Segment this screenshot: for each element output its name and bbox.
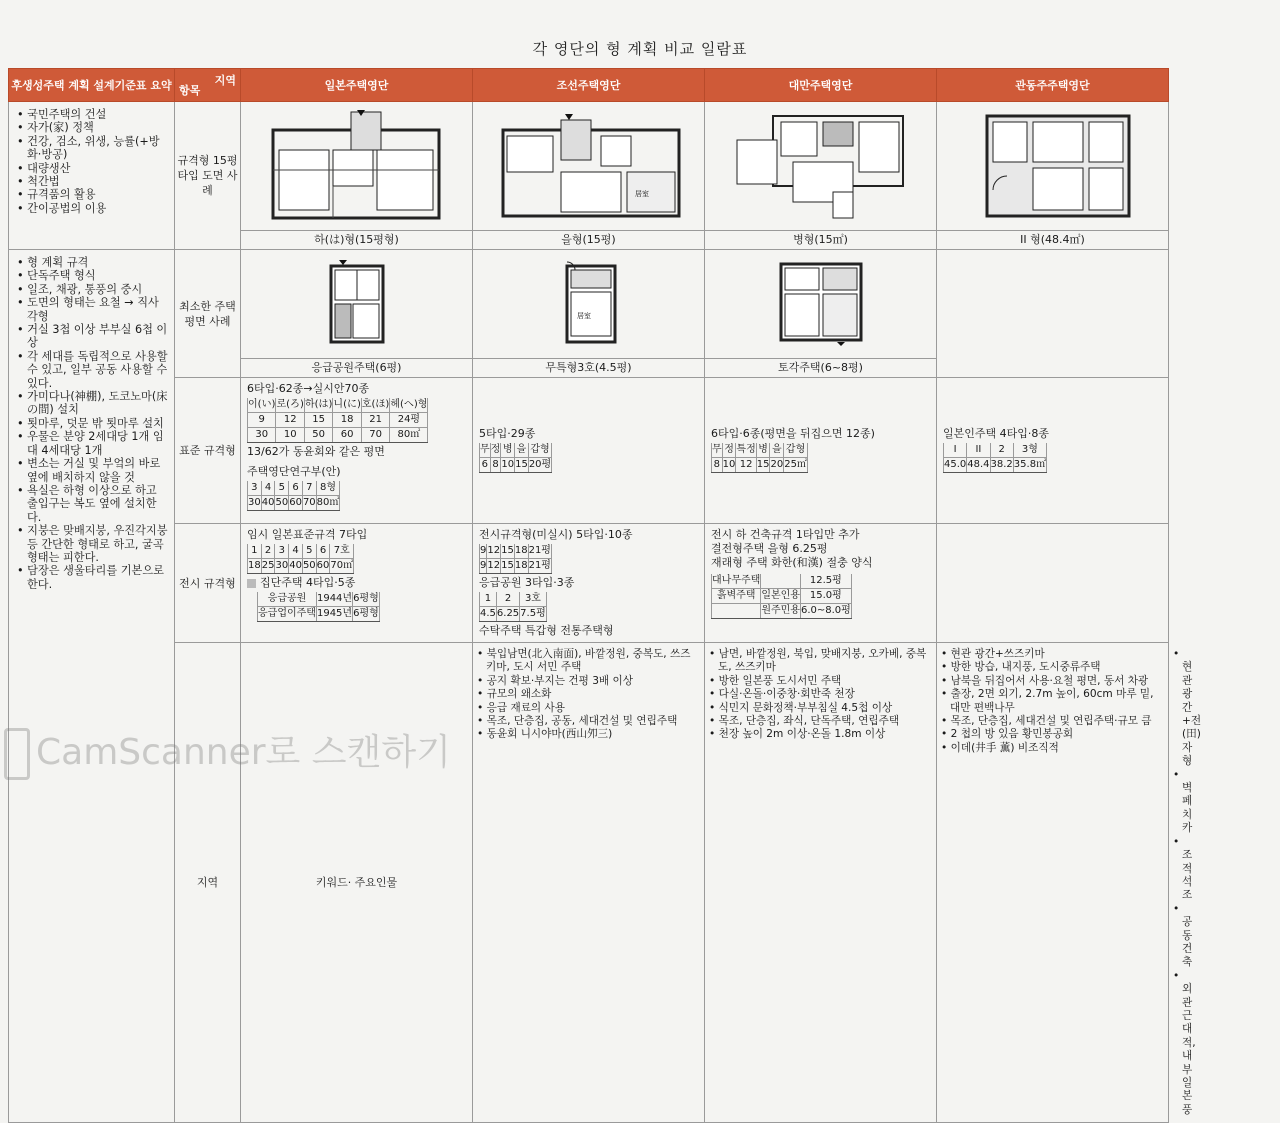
keyword-item: • 외관 근대적, 내부 일본풍: [1173, 970, 1182, 1117]
table-cell: II: [967, 443, 990, 458]
plan-caption: 하(は)형(15평형): [314, 233, 399, 246]
keyword-item: • 2 첩의 방 있음 황민봉공회: [941, 728, 1164, 741]
plan-japan-emergency: [241, 250, 473, 378]
table-cell: 응급업이주택: [258, 607, 317, 622]
plan-kwantung-empty: [937, 250, 1169, 378]
keyword-item: • 남북을 뒤집어서 사용·요철 평면, 동서 차광: [941, 675, 1164, 688]
table-cell: 8: [490, 457, 501, 472]
summary-item: • 척간법: [17, 175, 168, 188]
table-cell: 4: [289, 544, 303, 559]
std-japan-head2: 주택영단연구부(안): [247, 465, 341, 478]
floor-plan-drawing: [327, 260, 387, 346]
table-row: [258, 607, 380, 622]
summary-item: • 각 세대를 독립적으로 사용할 수 있고, 일부 공동 사용할 수 있다.: [17, 350, 168, 390]
table-cell: 6: [480, 457, 491, 472]
keyword-item: • 목조, 단층집, 세대건설 및 연립주택·규모 큼: [941, 715, 1164, 728]
table-cell: 35.8㎡: [1013, 457, 1046, 472]
header-col-korea: 조선주택영단: [473, 69, 705, 102]
table-cell: 12: [487, 544, 501, 559]
table-cell: 60: [333, 428, 361, 443]
keyword-item: • 현관 광간+전(田)자형: [1173, 648, 1182, 769]
table-cell: 70㎡: [330, 559, 354, 574]
war-korea-table3: [479, 592, 547, 622]
std-japan-note: 13/62가 동윤회와 같은 평면: [247, 445, 385, 458]
svg-text:居室: 居室: [635, 190, 649, 198]
war-korea: [473, 524, 705, 643]
keyword-item: • 목조, 단층집, 좌식, 단독주택, 연립주택: [709, 715, 932, 728]
table-cell: 5: [275, 481, 289, 496]
war-japan-table2: [257, 592, 380, 622]
table-cell: 21평: [528, 544, 551, 559]
table-cell: 24평: [390, 413, 428, 428]
table-cell: 니(に): [333, 398, 361, 413]
table-cell: 25: [261, 559, 275, 574]
table-cell: 9: [480, 559, 487, 574]
keyword-item: • 북입남면(北入南面), 바깥정원, 중복도, 쓰즈키마, 도시 서민 주택: [477, 648, 700, 675]
table-cell: 70: [361, 428, 389, 443]
floor-plan-drawing: [501, 114, 681, 218]
table-cell: 80㎡: [390, 428, 428, 443]
plan-caption: 응급공원주택(6평): [311, 361, 402, 374]
table-cell: 3호: [520, 592, 547, 607]
table-cell: 18: [514, 559, 528, 574]
table-cell: 4.5: [480, 607, 497, 622]
square-icon: [247, 579, 256, 588]
table-cell: 2: [990, 443, 1013, 458]
std-korea-table: [479, 443, 552, 473]
table-cell: 25㎡: [784, 457, 808, 472]
table-cell: 10: [722, 457, 736, 472]
keyword-item: • 출장, 2면 외기, 2.7m 높이, 60cm 마루 밑, 대만 편백나무: [941, 688, 1164, 715]
table-cell: 15: [501, 544, 515, 559]
kw-korea: [705, 643, 937, 1123]
kw-japan: [473, 643, 705, 1123]
table-cell: 80㎡: [316, 496, 340, 511]
summary-item: • 우물은 분양 2세대당 1개 임대 4세대당 1개: [17, 430, 168, 457]
keyword-item: • 방한 일본풍 도시서민 주택: [709, 675, 932, 688]
table-cell: 정: [490, 443, 501, 458]
table-cell: 20: [770, 457, 784, 472]
table-cell: 50: [275, 496, 289, 511]
floor-plan-drawing: [983, 110, 1133, 220]
row-label-minimal-plan: 최소한 주택 평면 사례: [175, 250, 241, 378]
table-cell: 12.5평: [800, 574, 851, 589]
table-cell: 60: [289, 496, 303, 511]
keyword-item: • 현관 광간+쓰즈키마: [941, 648, 1164, 661]
table-cell: 12: [736, 457, 756, 472]
table-cell: 6.0~8.0평: [800, 604, 851, 619]
table-cell: 6평형: [353, 592, 380, 607]
table-cell: [761, 574, 801, 589]
std-japan-table2: [247, 481, 340, 511]
summary-item: • 지붕은 맞배지붕, 우진각지붕 등 간단한 형태로 하고, 굴곡 형태는 피한다.: [17, 524, 168, 564]
table-cell: 20평: [528, 457, 551, 472]
table-cell: 6: [289, 481, 303, 496]
table-cell: 6.25: [496, 607, 519, 622]
table-cell: 21: [361, 413, 389, 428]
std-kwantung-table: [943, 443, 1047, 473]
table-cell: 5: [302, 544, 316, 559]
summary-item: • 도면의 형태는 요철 → 직사각형: [17, 296, 168, 323]
war-japan-head2: [247, 576, 466, 590]
table-cell: 40: [289, 559, 303, 574]
header-corner-item: 항목: [179, 84, 201, 97]
table-cell: 3: [275, 544, 289, 559]
left-region-label: 지역: [175, 643, 241, 1123]
table-cell: 병: [501, 443, 515, 458]
floor-plan-drawing: [561, 258, 621, 348]
header-corner-region: 지역: [214, 74, 236, 87]
left-summary-1: [9, 102, 175, 250]
keyword-item: • 목조, 단층집, 공동, 세대건설 및 연립주택: [477, 715, 700, 728]
table-cell: 흙벽주택: [712, 589, 761, 604]
summary-item: • 자가(家) 정책: [17, 121, 168, 134]
table-cell: 하(は): [304, 398, 332, 413]
table-cell: 1944년: [316, 592, 352, 607]
table-cell: 무: [480, 443, 491, 458]
std-taiwan-head: 6타입·6종(평면을 뒤집으면 12종): [711, 426, 875, 440]
summary-item: • 욕실은 하형 이상으로 하고 출입구는 복도 옆에 설치한다.: [17, 484, 168, 524]
table-cell: 8형: [316, 481, 340, 496]
std-japan: [241, 378, 473, 524]
std-taiwan: [705, 378, 937, 524]
table-cell: 7.5평: [520, 607, 547, 622]
table-cell: 4: [261, 481, 275, 496]
keyword-item: • 조적석조: [1173, 836, 1182, 903]
table-cell: 2: [496, 592, 519, 607]
scanner-logo-icon: [4, 728, 30, 780]
scanner-watermark: [4, 724, 451, 780]
table-cell: 을: [770, 443, 784, 458]
floor-plan-drawing: [733, 112, 909, 220]
keyword-item: • 벽 페치카: [1173, 769, 1182, 836]
summary-item: • 거실 3첩 이상 부부실 6첩 이상: [17, 323, 168, 350]
plan-caption: II 형(48.4㎡): [1020, 233, 1085, 246]
plan-caption: 을형(15평): [561, 233, 616, 246]
war-japan: [241, 524, 473, 643]
table-row: [712, 574, 852, 589]
summary-item: • 형 계획 규격: [17, 256, 168, 269]
table-cell: 일본인용: [761, 589, 801, 604]
table-cell: 정: [722, 443, 736, 458]
table-cell: 18: [248, 559, 262, 574]
plan-taiwan-byeong: [705, 102, 937, 250]
table-cell: 1: [480, 592, 497, 607]
summary-item: • 규격품의 활용: [17, 188, 168, 201]
table-cell: 헤(へ)형: [390, 398, 428, 413]
keyword-item: • 공동건축: [1173, 903, 1182, 970]
std-japan-head: 6타입·62종→실시안70종: [247, 382, 370, 395]
std-korea-head: 5타입·29종: [479, 426, 536, 440]
header-col-kwantung: 관동주주택영단: [937, 69, 1169, 102]
plan-japan-ha: [241, 102, 473, 250]
table-cell: 을: [515, 443, 529, 458]
std-taiwan-table: [711, 443, 808, 473]
std-kwantung: [937, 378, 1169, 524]
comparison-table: [8, 68, 1202, 1123]
table-cell: 15: [304, 413, 332, 428]
row-label-wartime: 전시 규격형: [175, 524, 241, 643]
table-cell: I: [944, 443, 967, 458]
table-cell: 3형: [1013, 443, 1046, 458]
table-cell: 6: [316, 544, 330, 559]
table-cell: 15.0평: [800, 589, 851, 604]
kw-taiwan: [937, 643, 1169, 1123]
plan-caption: 무특형3호(4.5평): [545, 361, 632, 374]
summary-item: • 간이공법의 이용: [17, 202, 168, 215]
table-cell: 대나무주택: [712, 574, 761, 589]
summary-item: • 국민주택의 건설: [17, 108, 168, 121]
header-col-taiwan: 대만주택영단: [705, 69, 937, 102]
floor-plan-drawing: [271, 110, 441, 222]
war-taiwan-table: [711, 574, 852, 619]
summary-item: • 툇마루, 덧문 밖 툇마루 설치: [17, 417, 168, 430]
table-cell: 40: [261, 496, 275, 511]
keyword-item: • 다실·온돌·이중창·회반죽 천장: [709, 688, 932, 701]
keyword-item: • 식민지 문화정책·부부침실 4.5첩 이상: [709, 702, 932, 715]
table-cell: 호(ほ): [361, 398, 389, 413]
std-kwantung-head: 일본인주택 4타입·8종: [943, 426, 1049, 440]
table-cell: 18: [333, 413, 361, 428]
table-cell: 7: [302, 481, 316, 496]
keyword-item: • 이데(井手 薫) 비조직적: [941, 742, 1164, 755]
table-cell: 갑형: [528, 443, 551, 458]
watermark-text: CamScanner로 스캔하기: [36, 732, 451, 773]
std-japan-table: [247, 398, 428, 443]
table-cell: 60: [316, 559, 330, 574]
table-cell: 38.2: [990, 457, 1013, 472]
table-cell: 15: [756, 457, 770, 472]
war-korea-table: [479, 544, 552, 574]
war-taiwan: [705, 524, 937, 643]
table-cell: 30: [275, 559, 289, 574]
keyword-item: • 남면, 바깥정원, 북입, 맞배지붕, 오카베, 중복도, 쓰즈키마: [709, 648, 932, 675]
war-japan-head: 임시 일본표준규격 7타입: [247, 528, 368, 541]
table-cell: 30: [248, 428, 276, 443]
table-cell: 9: [248, 413, 276, 428]
war-taiwan-head3: 재래형 주택 화한(和漢) 절충 양식: [711, 556, 873, 569]
table-row: [258, 592, 380, 607]
war-japan-head2-text: 집단주택 4타입·5종: [260, 576, 356, 589]
war-korea-note: 수탁주택 특갑형 전통주택형: [479, 624, 614, 637]
summary-item: • 변소는 거실 및 부엌의 바로 옆에 배치하지 않을 것: [17, 457, 168, 484]
table-cell: 12: [276, 413, 304, 428]
table-cell: 30: [248, 496, 262, 511]
row-label-keywords: 키워드· 주요인물: [241, 643, 473, 1123]
table-cell: 15: [501, 559, 515, 574]
summary-item: • 일조, 채광, 통풍의 중시: [17, 283, 168, 296]
table-cell: 원주민용: [761, 604, 801, 619]
war-korea-head: 전시규격형(미실시) 5타입·10종: [479, 528, 633, 541]
summary-item: • 대량생산: [17, 162, 168, 175]
page-title: 각 영단의 형 계획 비교 일람표: [532, 40, 748, 58]
table-cell: 15: [515, 457, 529, 472]
war-japan-table: [247, 544, 354, 574]
table-cell: 3: [248, 481, 262, 496]
table-cell: 무: [712, 443, 723, 458]
keyword-item: • 응급 재료의 사용: [477, 702, 700, 715]
plan-caption: 토각주택(6~8평): [778, 361, 863, 374]
table-cell: 6평형: [353, 607, 380, 622]
table-cell: 9: [480, 544, 487, 559]
table-cell: 2: [261, 544, 275, 559]
keyword-item: • 공지 확보·부지는 건평 3배 이상: [477, 675, 700, 688]
table-cell: 병: [756, 443, 770, 458]
table-cell: 18: [514, 544, 528, 559]
table-row: [712, 589, 852, 604]
left-summary-2: [9, 250, 175, 1123]
table-cell: 10: [501, 457, 515, 472]
header-corner: [175, 69, 241, 102]
std-korea: [473, 378, 705, 524]
table-cell: 특정: [736, 443, 756, 458]
header-left: 후생성주택 계획 설계기준표 요약: [9, 69, 175, 102]
row-label-standard-plan: 규격형 15평 타입 도면 사례: [175, 102, 241, 250]
header-col-japan: 일본주택영단: [241, 69, 473, 102]
floor-plan-drawing: [775, 256, 867, 348]
plan-korea-mutuk: [473, 250, 705, 378]
table-cell: 21평: [528, 559, 551, 574]
table-cell: 48.4: [967, 457, 990, 472]
table-cell: 12: [487, 559, 501, 574]
table-cell: 응급공원: [258, 592, 317, 607]
keyword-item: • 방한 방습, 내지풍, 도시중류주택: [941, 661, 1164, 674]
summary-item: • 건강, 검소, 위생, 능률(+방화·방공): [17, 135, 168, 162]
keyword-item: • 규모의 왜소화: [477, 688, 700, 701]
table-cell: 1: [248, 544, 262, 559]
table-cell: 7호: [330, 544, 354, 559]
table-row: [712, 604, 852, 619]
keyword-item: • 천장 높이 2m 이상·온돌 1.8m 이상: [709, 728, 932, 741]
row-label-standard: 표준 규격형: [175, 378, 241, 524]
table-cell: 70: [302, 496, 316, 511]
keyword-item: • 동윤회 니시야마(西山夘三): [477, 728, 700, 741]
table-cell: 50: [304, 428, 332, 443]
table-cell: 50: [302, 559, 316, 574]
table-cell: 45.0: [944, 457, 967, 472]
war-korea-head2: 응급공원 3타입·3종: [479, 576, 575, 589]
table-cell: 갑형: [784, 443, 808, 458]
table-cell: 1945년: [316, 607, 352, 622]
table-cell: 10: [276, 428, 304, 443]
plan-caption: 병형(15㎡): [793, 233, 848, 246]
war-kwantung-empty: [937, 524, 1169, 643]
plan-kwantung-ii: [937, 102, 1169, 250]
table-cell: 8: [712, 457, 723, 472]
svg-text:居室: 居室: [577, 312, 591, 320]
war-taiwan-head: 전시 하 건축규격 1타입만 추가: [711, 528, 860, 541]
table-cell: 로(ろ): [276, 398, 304, 413]
war-taiwan-head2: 결전형주택 을형 6.25평: [711, 542, 828, 555]
plan-taiwan-togak: [705, 250, 937, 378]
summary-item: • 담장은 생울타리를 기본으로 한다.: [17, 564, 168, 591]
table-cell: [712, 604, 761, 619]
summary-item: • 가미다나(神棚), 도코노마(床の間) 설치: [17, 390, 168, 417]
summary-item: • 단독주택 형식: [17, 269, 168, 282]
table-cell: 이(い): [248, 398, 276, 413]
plan-korea-eul: [473, 102, 705, 250]
